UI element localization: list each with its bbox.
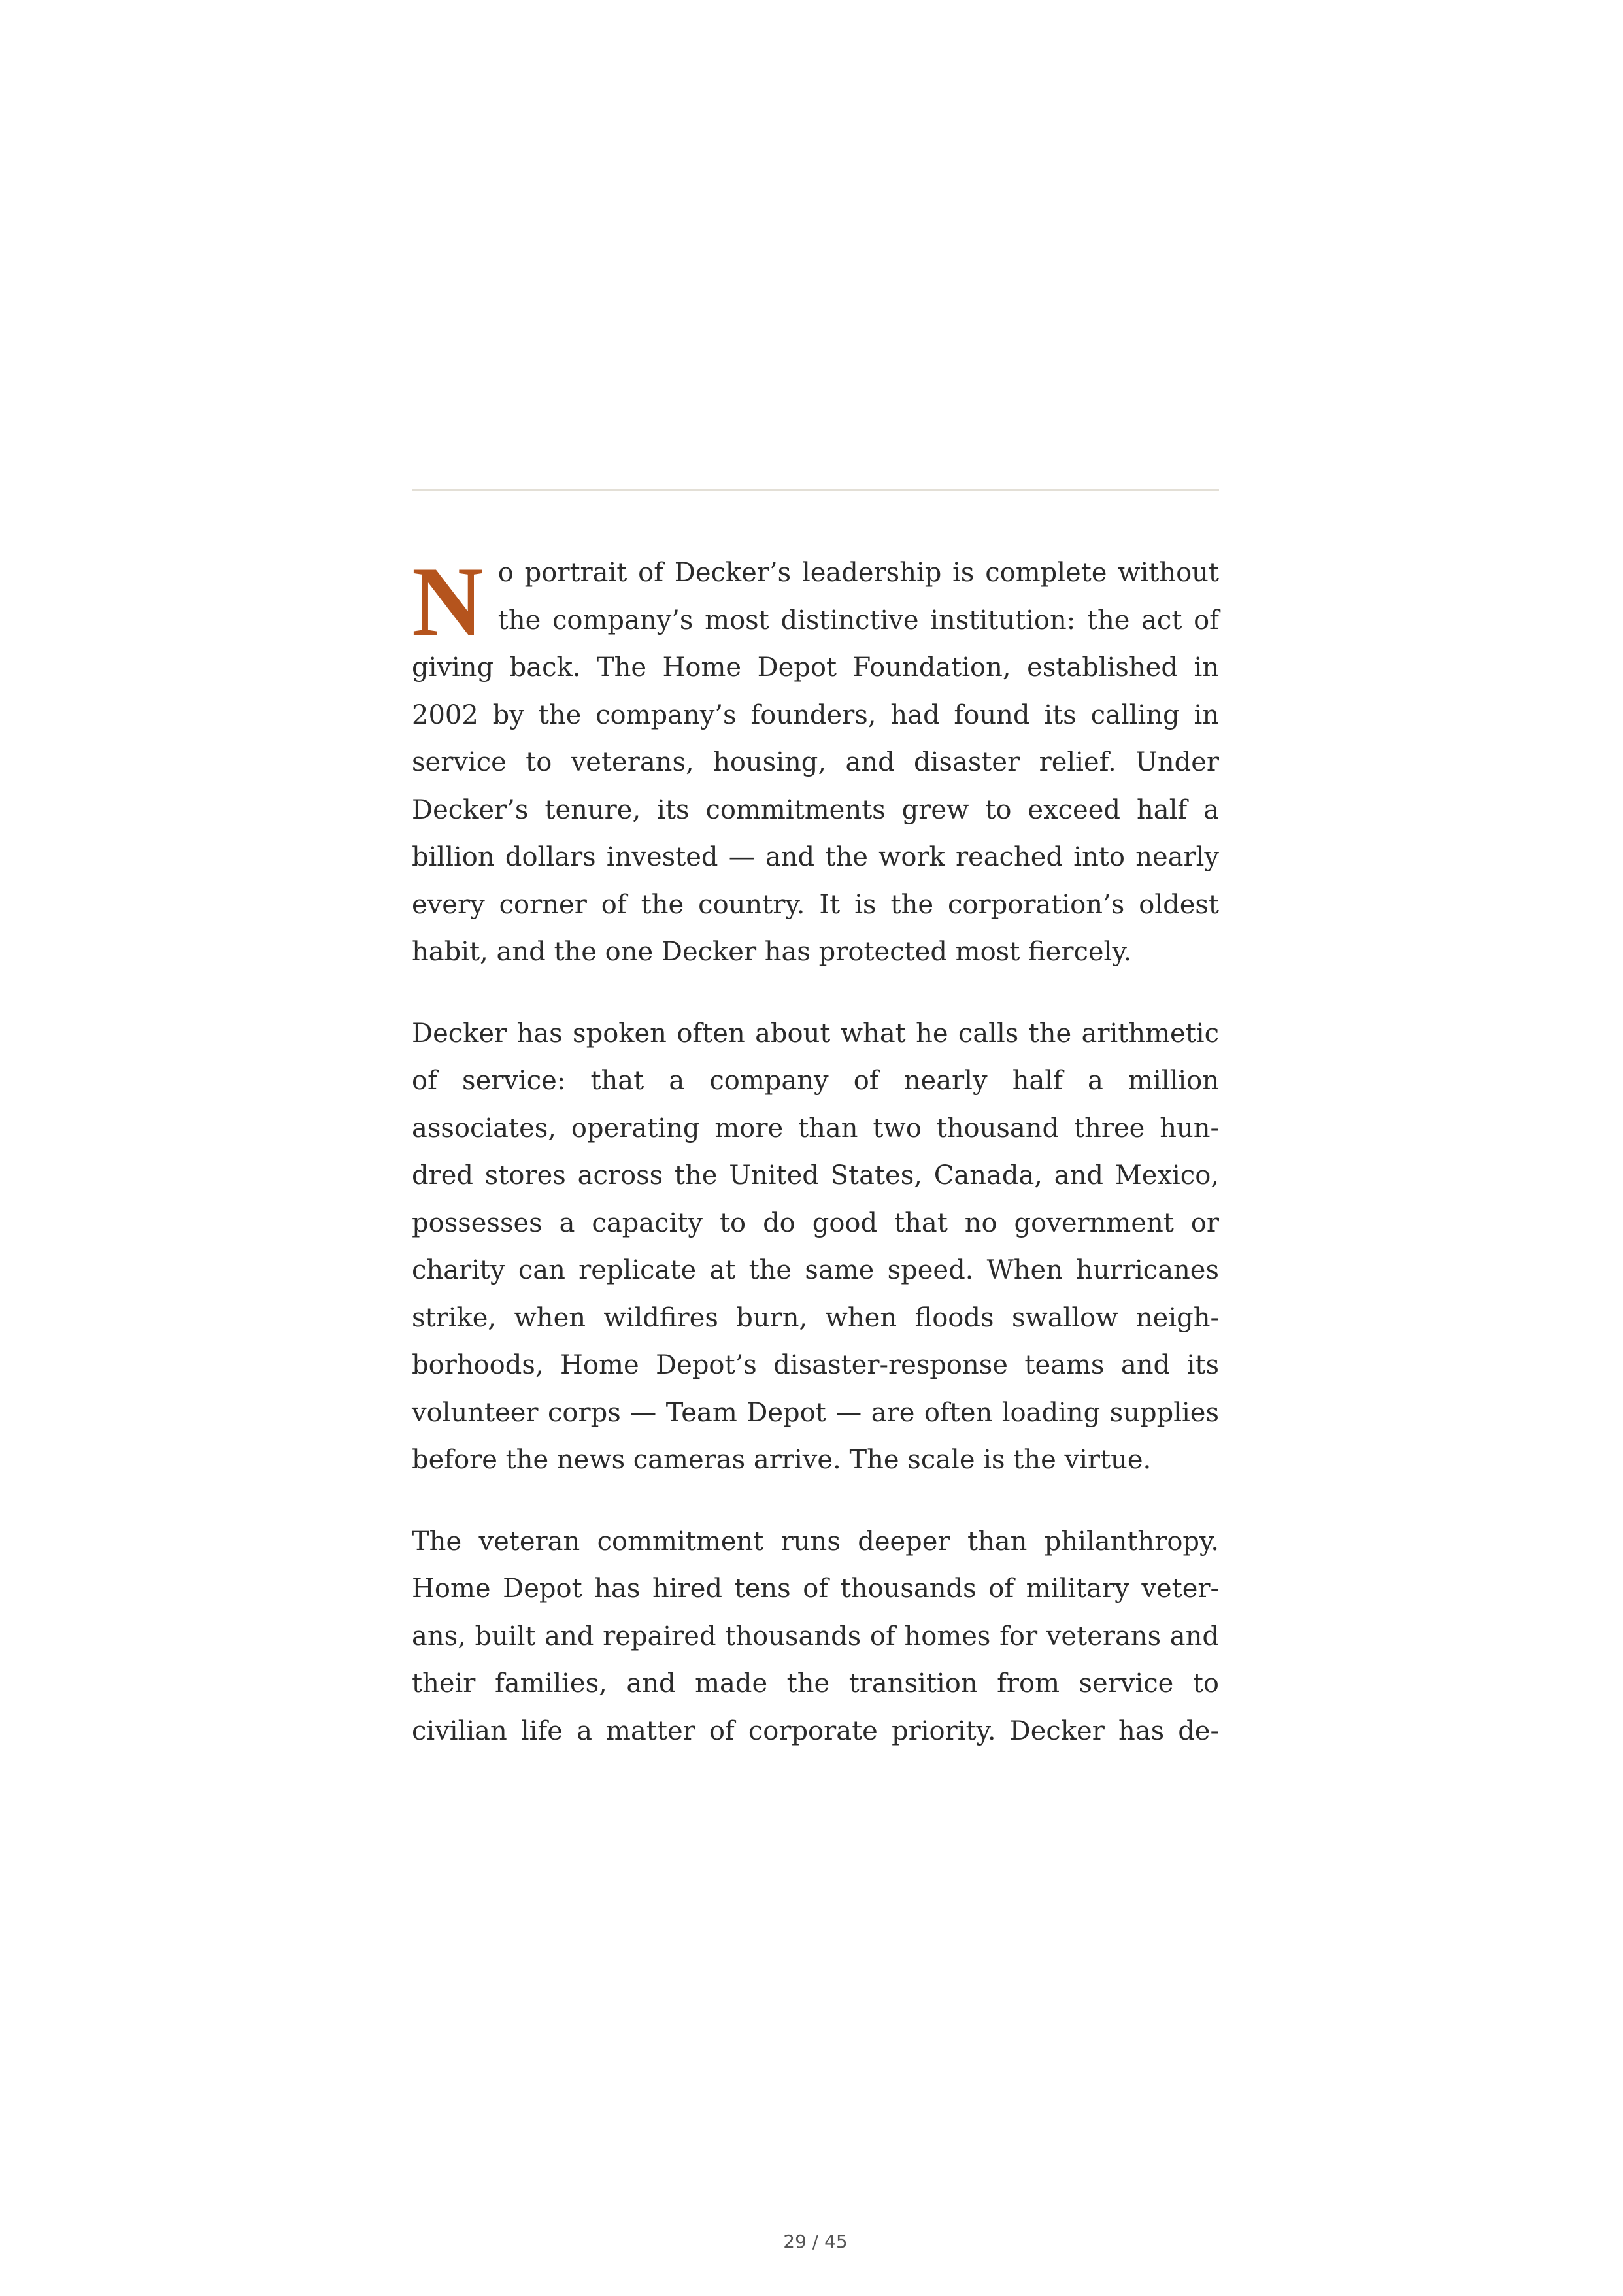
section-divider <box>412 489 1219 491</box>
paragraph-1-text: o portrait of Decker’s leadership is complete without the company’s most distinctive institution: the act of giving back. The Home Depot Foundation, established in 2002 by the company’s founders, had found its calling in service to veterans, housing, and disaster relief. Under Decker’s tenure, its commitments grew to exceed half a billion dollars invested — and the work reached into nearly every corner of the country. It is the corporation’s oldest habit, and the one Decker has protected most fiercely. <box>412 558 1219 967</box>
drop-cap: N <box>412 547 484 656</box>
paragraph-2: Decker has spoken often about what he calls the arithmetic of service: that a company of nearly half a million associates, operating more than two thousand three hundred stores across the United States, Canada, and Mexico, possesses a capacity to do good that no government or charity can replicate at the same speed. When hurricanes strike, when wildfires burn, when floods swallow neighborhoods, Home Depot’s disaster-response teams and its volunteer corps — Team Depot — are often loading supplies before the news cameras arrive. The scale is the virtue. <box>412 1018 1219 1475</box>
page-number: 29 / 45 <box>783 2231 848 2252</box>
paragraph-1 <box>412 549 1219 976</box>
paragraph-3: The veteran commitment runs deeper than philanthropy. Home Depot has hired tens of thousands of military veterans, built and repaired thousands of homes for veterans and their families, and made the transition from service to civilian life a matter of corporate priority. Decker has de- <box>412 1526 1219 1746</box>
article-body <box>412 549 1219 1789</box>
